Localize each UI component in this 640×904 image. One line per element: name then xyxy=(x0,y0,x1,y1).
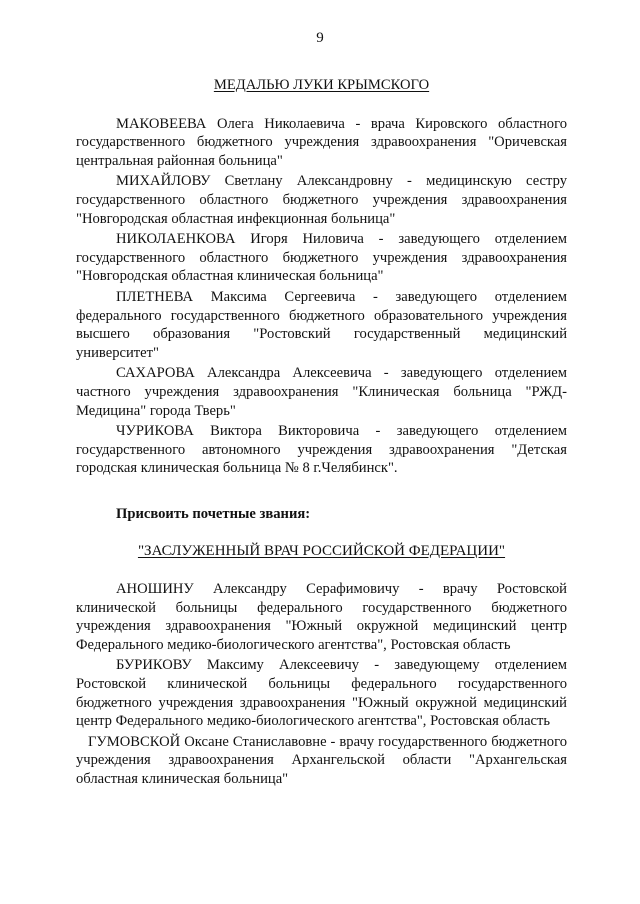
award-entry: МАКОВЕЕВА Олега Николаевича - врача Кировского областного государственного бюджетного учреждения здравоохранения "Оричевская центральная районная больница" xyxy=(76,115,567,169)
award-entry: АНОШИНУ Александру Серафимовичу - врачу Ростовской клинической больницы федерального государственного бюджетного учреждения здравоохранения "Южный окружной медицинский центр Федерального медико-биологического агентства", Ростовская область xyxy=(76,581,567,653)
award-entry: САХАРОВА Александра Алексеевича - заведующего отделением частного учреждения здравоохранения "Клиническая больница "РЖД-Медицина" города Тверь" xyxy=(76,365,567,419)
medal-heading: МЕДАЛЬЮ ЛУКИ КРЫМСКОГО xyxy=(213,77,430,93)
award-entry: ЧУРИКОВА Виктора Викторовича - заведующего отделением государственного автономного учреждения здравоохранения "Детская городская клиническая больница № 8 г.Челябинск". xyxy=(76,423,567,477)
page-number: 9 xyxy=(316,30,324,46)
award-entry: ПЛЕТНЕВА Максима Сергеевича - заведующего отделением федерального государственного бюджетного образовательного учреждения высшего образования "Ростовский государственный медицинский университет" xyxy=(76,288,567,361)
award-entry: НИКОЛАЕНКОВА Игоря Ниловича - заведующего отделением государственного областного бюджетного учреждения здравоохранения "Новгородская областная клиническая больница" xyxy=(76,231,567,285)
honorary-title-heading: "ЗАСЛУЖЕННЫЙ ВРАЧ РОССИЙСКОЙ ФЕДЕРАЦИИ" xyxy=(137,543,506,560)
award-entry: МИХАЙЛОВУ Светлану Александровну - медицинскую сестру государственного областного бюджетного учреждения здравоохранения "Новгородская областная инфекционная больница" xyxy=(76,173,567,227)
document-body xyxy=(76,76,567,791)
assign-titles-heading: Присвоить почетные звания: xyxy=(116,505,311,522)
award-entry: БУРИКОВУ Максиму Алексеевичу - заведующему отделением Ростовской клинической больницы федерального государственного бюджетного учреждения здравоохранения "Южный окружной медицинский центр Федерального медико-биологического агентства", Ростовская область xyxy=(76,657,567,730)
award-entry: ГУМОВСКОЙ Оксане Станиславовне - врачу государственного бюджетного учреждения здравоохранения Архангельской области "Архангельская областная клиническая больница" xyxy=(76,733,567,787)
